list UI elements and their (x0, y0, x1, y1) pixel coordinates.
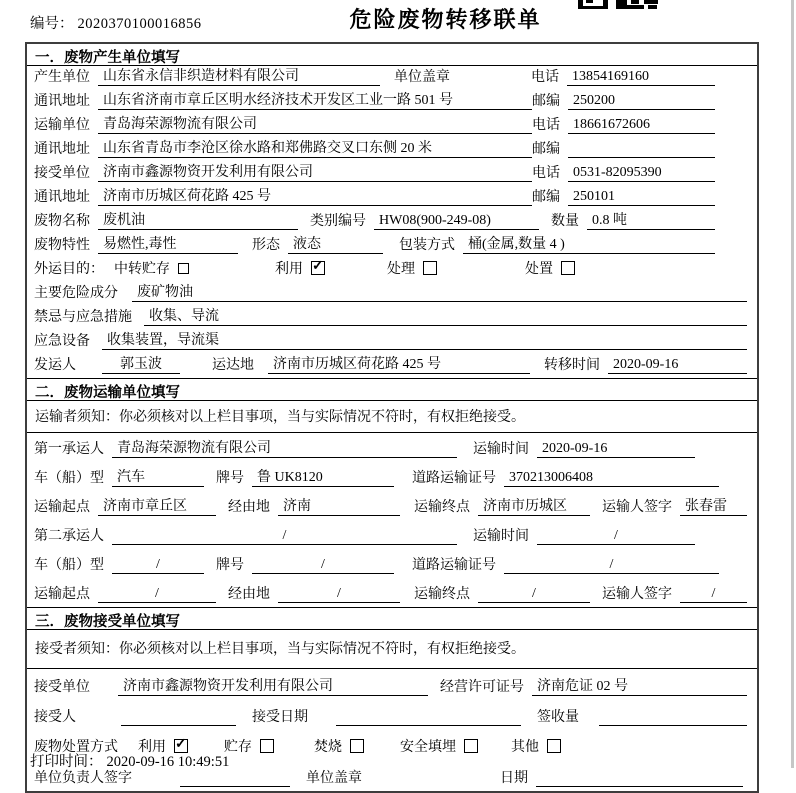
row-emergency (27, 306, 757, 330)
disposal-option-incinerate (314, 736, 364, 756)
plate-label: 牌号 (216, 471, 244, 486)
dispatcher-label: 发运人 (34, 358, 76, 373)
route1-start-label: 运输起点 (34, 500, 90, 515)
checkbox-landfill (464, 739, 478, 753)
route2-start-value: / (98, 586, 216, 603)
transporter-notice: 运输者须知：你必须核对以上栏目事项，当与实际情况不符时，有权拒绝接受。 (27, 401, 757, 433)
transport-time-label: 运输时间 (473, 529, 529, 544)
disposal-option-landfill (400, 736, 478, 756)
quantity-label: 数量 (551, 214, 579, 229)
checkbox-other (547, 739, 561, 753)
transfer-time-value: 2020-09-16 (608, 357, 747, 374)
via-label: 经由地 (228, 587, 270, 602)
purpose-option-use (275, 258, 325, 278)
route1-end-label: 运输终点 (414, 500, 470, 515)
carrier-sign-label: 运输人签字 (602, 500, 672, 515)
section2-title: 二．废物运输单位填写 (27, 379, 757, 401)
route2-end-label: 运输终点 (414, 587, 470, 602)
plate-value: 鲁 UK8120 (252, 466, 394, 487)
road-license2-value: / (504, 557, 719, 574)
print-time-value: 2020-09-16 10:49:51 (106, 754, 230, 770)
receiver-address-value: 济南市历城区荷花路 425 号 (98, 185, 532, 206)
carrier-sign2-value: / (680, 586, 747, 603)
via-value: 济南 (278, 495, 400, 516)
section3-title: 三．废物接受单位填写 (27, 608, 757, 630)
phone-label: 电话 (531, 118, 560, 133)
form-label: 形态 (252, 238, 280, 253)
equipment-label: 应急设备 (34, 334, 90, 349)
form-value: 液态 (288, 233, 383, 254)
row-transporter (27, 114, 757, 138)
section-producer (27, 44, 757, 378)
row-equipment (27, 330, 757, 354)
row-route1 (27, 491, 757, 520)
route1-start-value: 济南市章丘区 (98, 495, 216, 516)
page-edge-divider (791, 0, 794, 768)
transporter-value: 青岛海荣源物流有限公司 (98, 113, 532, 134)
plate-label: 牌号 (216, 558, 244, 573)
category-label: 类别编号 (310, 214, 366, 229)
disposal-option-store (224, 736, 274, 756)
emergency-value: 收集、导流 (144, 305, 747, 326)
route1-end-value: 济南市历城区 (478, 495, 590, 516)
route2-end-value: / (478, 586, 590, 603)
address-label: 通讯地址 (34, 94, 90, 109)
receiver-phone-value: 0531-82095390 (568, 165, 715, 182)
carrier2-value: / (112, 528, 457, 545)
waste-name-label: 废物名称 (34, 214, 90, 229)
carrier-sign-value: 张春雷 (680, 495, 747, 516)
option-label: 处理 (387, 262, 415, 277)
acceptor-label: 接受人 (34, 710, 76, 725)
via-label: 经由地 (228, 500, 270, 515)
checkbox-treat (423, 261, 437, 275)
row-purpose (27, 258, 757, 282)
hazard-label: 主要危险成分 (34, 286, 118, 301)
carrier2-label: 第二承运人 (34, 529, 104, 544)
carrier-sign-label: 运输人签字 (602, 587, 672, 602)
option-label: 利用 (275, 262, 303, 277)
producer-zip-value: 250200 (568, 93, 715, 110)
transporter-label: 运输单位 (34, 118, 90, 133)
vehicle1-value: 汽车 (112, 466, 204, 487)
print-time-line (30, 750, 229, 771)
zip-label: 邮编 (531, 142, 560, 157)
responsible-sign-label: 单位负责人签字 (34, 771, 132, 786)
print-time-label: 打印时间： (30, 754, 103, 770)
row-vehicle2 (27, 549, 757, 578)
vehicle1-label: 车（船）型 (34, 471, 104, 486)
section1-title: 一．废物产生单位填写 (27, 44, 757, 66)
category-value: HW08(900-249-08) (374, 213, 539, 230)
page-title: 危险废物转移联单 (349, 7, 542, 32)
carrier1-value: 青岛海荣源物流有限公司 (112, 437, 457, 458)
signed-amount-label: 签收量 (537, 710, 579, 725)
row-route2 (27, 578, 757, 607)
checkbox-use (311, 261, 325, 275)
checkbox-transfer-storage (178, 263, 189, 274)
transfer-time-label: 转移时间 (544, 358, 600, 373)
section-transport (27, 378, 757, 607)
accept-date-label: 接受日期 (252, 710, 308, 725)
road-license-label: 道路运输证号 (412, 471, 496, 486)
transport-time-label: 运输时间 (473, 442, 529, 457)
row-waste-traits (27, 234, 757, 258)
purpose-option-dispose (525, 258, 575, 278)
road-license-label: 道路运输证号 (412, 558, 496, 573)
row-receive-unit (27, 669, 757, 700)
option-label: 中转贮存 (114, 262, 170, 277)
waste-traits-label: 废物特性 (34, 238, 90, 253)
via2-value: / (278, 586, 400, 603)
option-label: 处置 (525, 262, 553, 277)
row-vehicle1 (27, 462, 757, 491)
manifest-table (25, 42, 759, 793)
row-hazard (27, 282, 757, 306)
receive-unit-label: 接受单位 (34, 680, 90, 695)
phone-label: 电话 (531, 166, 560, 181)
transporter-address-value: 山东省青岛市李沧区徐水路和郑佛路交叉口东侧 20 米 (98, 137, 532, 158)
permit-value: 济南危证 02 号 (532, 675, 747, 696)
option-label: 焚烧 (314, 740, 342, 755)
row-transporter-address (27, 138, 757, 162)
quantity-value: 0.8 吨 (587, 209, 715, 230)
row-receiver (27, 162, 757, 186)
destination-label: 运达地 (212, 358, 254, 373)
option-label: 利用 (138, 740, 166, 755)
destination-value: 济南市历城区荷花路 425 号 (268, 353, 530, 374)
dispatcher-value: 郭玉波 (102, 353, 180, 374)
carrier2-time-value: / (537, 528, 695, 545)
vehicle2-value: / (112, 557, 204, 574)
equipment-value: 收集装置，导流渠 (102, 329, 747, 350)
acceptor-value (121, 709, 236, 726)
row-producer-address (27, 90, 757, 114)
option-label: 其他 (511, 740, 539, 755)
transporter-zip-value (568, 141, 715, 158)
zip-label: 邮编 (531, 190, 560, 205)
disposal-label: 废物处置方式 (34, 740, 118, 755)
receiver-label: 接受单位 (34, 166, 90, 181)
waste-name-value: 废机油 (98, 209, 298, 230)
transporter-phone-value: 18661672606 (568, 117, 715, 134)
responsible-sign-value (180, 770, 290, 787)
route2-start-label: 运输起点 (34, 587, 90, 602)
date-value (536, 770, 743, 787)
row-dispatch (27, 354, 757, 378)
permit-label: 经营许可证号 (440, 680, 524, 695)
waste-traits-value: 易燃性,毒性 (98, 233, 238, 254)
seal-label: 单位盖章 (394, 70, 450, 85)
receiver-value: 济南市鑫源物资开发利用有限公司 (98, 161, 532, 182)
checkbox-store (260, 739, 274, 753)
zip-label: 邮编 (531, 94, 560, 109)
plate2-value: / (252, 557, 394, 574)
carrier1-label: 第一承运人 (34, 442, 104, 457)
producer-phone-value: 13854169160 (567, 69, 715, 86)
row-producer (27, 66, 757, 90)
producer-value: 山东省永信非织造材料有限公司 (98, 65, 380, 86)
checkbox-dispose (561, 261, 575, 275)
address-label: 通讯地址 (34, 142, 90, 157)
row-receiver-address (27, 186, 757, 210)
checkbox-incinerate (350, 739, 364, 753)
receiver-notice: 接受者须知：你必须核对以上栏目事项，当与实际情况不符时，有权拒绝接受。 (27, 630, 757, 669)
row-carrier1 (27, 433, 757, 462)
purpose-option-transfer (114, 258, 189, 278)
row-acceptor (27, 700, 757, 730)
receiver-zip-value: 250101 (568, 189, 715, 206)
producer-label: 产生单位 (34, 70, 90, 85)
receive-unit-value: 济南市鑫源物资开发利用有限公司 (118, 675, 428, 696)
packaging-label: 包装方式 (399, 238, 455, 253)
signed-amount-value (599, 709, 747, 726)
option-label: 贮存 (224, 740, 252, 755)
serial-number: 2020370100016856 (77, 16, 202, 32)
purpose-option-treat (387, 258, 437, 278)
hazard-value: 废矿物油 (132, 281, 747, 302)
carrier1-time-value: 2020-09-16 (537, 441, 695, 458)
producer-address-value: 山东省济南市章丘区明水经济技术开发区工业一路 501 号 (98, 89, 532, 110)
road-license-value: 370213006408 (504, 470, 719, 487)
option-label: 安全填埋 (400, 740, 456, 755)
emergency-label: 禁忌与应急措施 (34, 310, 132, 325)
purpose-label: 外运目的： (34, 262, 104, 277)
vehicle2-label: 车（船）型 (34, 558, 104, 573)
disposal-option-other (511, 736, 561, 756)
packaging-value: 桶(金属,数量 4 ) (463, 233, 715, 254)
row-waste-name (27, 210, 757, 234)
phone-label: 电话 (531, 70, 559, 85)
accept-date-value (336, 709, 521, 726)
unit-seal-label: 单位盖章 (306, 771, 362, 786)
row-carrier2 (27, 520, 757, 549)
serial-label: 编号： (30, 16, 74, 32)
date-label: 日期 (500, 771, 528, 786)
address-label: 通讯地址 (34, 190, 90, 205)
